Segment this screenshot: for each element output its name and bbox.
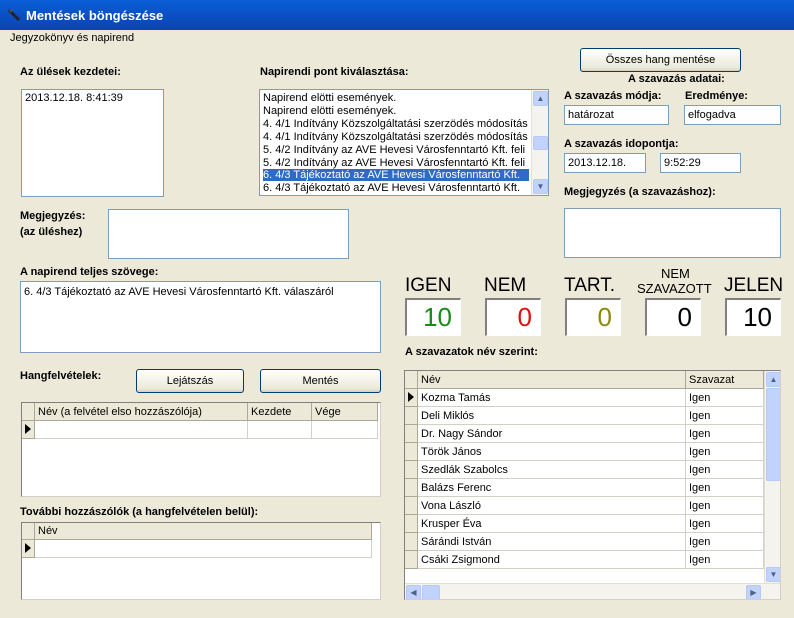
- no-label: NEM: [484, 275, 527, 296]
- vote-time-label: A szavazás idopontja:: [564, 138, 679, 150]
- votes-grid[interactable]: [404, 370, 781, 600]
- voter-name-cell[interactable]: Szedlák Szabolcs: [418, 461, 686, 479]
- row-indicator[interactable]: [405, 551, 418, 569]
- vote-value-cell[interactable]: Igen: [686, 407, 764, 425]
- row-indicator[interactable]: [22, 421, 35, 439]
- vote-value-cell[interactable]: Igen: [686, 443, 764, 461]
- scroll-left-icon[interactable]: ◀: [406, 585, 421, 600]
- agenda-scrollbar[interactable]: [531, 90, 548, 195]
- agenda-text-label: A napirend teljes szövege:: [20, 266, 159, 278]
- agenda-text-value: 6. 4/3 Tájékoztató az AVE Hevesi Városfenntartó Kft. válaszáról: [24, 286, 334, 298]
- vote-time-field[interactable]: 9:52:29: [660, 153, 741, 173]
- row-indicator[interactable]: [405, 461, 418, 479]
- col-header-name[interactable]: Név: [418, 371, 686, 389]
- agenda-item[interactable]: 4. 4/1 Indítvány Közszolgáltatási szerzödés módosítás: [263, 117, 528, 130]
- row-indicator[interactable]: [22, 540, 35, 558]
- not-voted-count: 0: [645, 298, 701, 336]
- vote-value-cell[interactable]: Igen: [686, 389, 764, 407]
- session-item[interactable]: 2013.12.18. 8:41:39: [25, 92, 123, 104]
- sessions-label: Az ülések kezdetei:: [20, 66, 121, 78]
- play-button[interactable]: Lejátszás: [136, 369, 244, 393]
- row-indicator[interactable]: [405, 515, 418, 533]
- col-header-recording-name[interactable]: Név (a felvétel elso hozzászólója): [35, 403, 248, 421]
- scroll-thumb[interactable]: [533, 136, 548, 150]
- vote-value-cell[interactable]: Igen: [686, 479, 764, 497]
- session-comment-label: Megjegyzés:: [20, 210, 86, 222]
- vote-result-field[interactable]: elfogadva: [684, 105, 781, 125]
- vote-data-heading: A szavazás adatai:: [628, 73, 725, 85]
- agenda-text-field[interactable]: [20, 281, 381, 353]
- agenda-list[interactable]: [259, 89, 549, 196]
- vote-value-cell[interactable]: Igen: [686, 425, 764, 443]
- scroll-down-icon[interactable]: ▼: [766, 567, 781, 582]
- no-count: 0: [485, 298, 541, 336]
- vote-value-cell[interactable]: Igen: [686, 461, 764, 479]
- scroll-up-icon[interactable]: ▲: [766, 372, 781, 387]
- col-header-speaker-name[interactable]: Név: [35, 523, 372, 540]
- scroll-thumb[interactable]: [766, 388, 781, 481]
- row-indicator[interactable]: [405, 389, 418, 407]
- title-bar: [0, 0, 794, 30]
- vote-value-cell[interactable]: Igen: [686, 497, 764, 515]
- voter-name-cell[interactable]: Dr. Nagy Sándor: [418, 425, 686, 443]
- agenda-label: Napirendi pont kiválasztása:: [260, 66, 409, 78]
- voter-name-cell[interactable]: Krusper Éva: [418, 515, 686, 533]
- window-title: Mentések böngészése: [26, 8, 164, 23]
- session-comment-field[interactable]: [108, 209, 349, 259]
- agenda-item[interactable]: 6. 4/3 Tájékoztató az AVE Hevesi Városfenntartó Kft.: [263, 169, 529, 181]
- grid-cell[interactable]: [35, 421, 248, 439]
- scroll-down-icon[interactable]: ▼: [533, 179, 548, 194]
- voter-name-cell[interactable]: Török János: [418, 443, 686, 461]
- abstain-count: 0: [565, 298, 621, 336]
- session-comment-sublabel: (az üléshez): [20, 226, 83, 238]
- speakers-grid[interactable]: [21, 522, 381, 600]
- agenda-item[interactable]: 5. 4/2 Indítvány az AVE Hevesi Városfenntartó Kft. feli: [263, 156, 526, 169]
- row-indicator[interactable]: [405, 533, 418, 551]
- vote-date-field[interactable]: 2013.12.18.: [564, 153, 646, 173]
- grid-cell[interactable]: [35, 540, 372, 558]
- voter-name-cell[interactable]: Vona László: [418, 497, 686, 515]
- vote-mode-label: A szavazás módja:: [564, 90, 662, 102]
- voter-name-cell[interactable]: Deli Miklós: [418, 407, 686, 425]
- not-voted-label-line2: SZAVAZOTT: [637, 281, 712, 296]
- grid-corner: [22, 523, 35, 540]
- current-row-arrow-icon: [405, 389, 417, 405]
- vote-mode-field[interactable]: határozat: [564, 105, 669, 125]
- vote-value-cell[interactable]: Igen: [686, 515, 764, 533]
- abstain-label: TART.: [564, 275, 616, 296]
- votes-vscrollbar[interactable]: [764, 371, 781, 583]
- present-count: 10: [725, 298, 781, 336]
- menu-item-minutes[interactable]: Jegyzokönyv és napirend: [10, 32, 135, 44]
- agenda-item[interactable]: 5. 4/2 Indítvány az AVE Hevesi Városfenntartó Kft. feli: [263, 143, 526, 156]
- col-header-end[interactable]: Vége: [312, 403, 378, 421]
- votes-hscrollbar[interactable]: [405, 583, 781, 600]
- vote-value-cell[interactable]: Igen: [686, 551, 764, 569]
- app-icon: [7, 8, 21, 22]
- sessions-list[interactable]: [21, 89, 164, 197]
- grid-cell[interactable]: [248, 421, 312, 439]
- speakers-label: További hozzászólók (a hangfelvételen belül):: [20, 506, 259, 518]
- recordings-grid[interactable]: [21, 402, 381, 497]
- not-voted-label-line1: NEM: [661, 266, 690, 281]
- save-recording-button[interactable]: Mentés: [260, 369, 381, 393]
- scroll-up-icon[interactable]: ▲: [533, 91, 548, 106]
- col-header-start[interactable]: Kezdete: [248, 403, 312, 421]
- agenda-item[interactable]: 6. 4/3 Tájékoztató az AVE Hevesi Városfenntartó Kft.: [263, 182, 521, 195]
- agenda-item[interactable]: 4. 4/1 Indítvány Közszolgáltatási szerzödés módosítás: [263, 130, 528, 143]
- grid-cell[interactable]: [312, 421, 378, 439]
- grid-corner: [405, 371, 418, 389]
- vote-result-label: Eredménye:: [685, 90, 748, 102]
- vote-value-cell[interactable]: Igen: [686, 533, 764, 551]
- agenda-item[interactable]: Napirend elötti események.: [263, 92, 397, 104]
- row-indicator[interactable]: [405, 497, 418, 515]
- vote-comment-field[interactable]: [564, 208, 781, 258]
- save-all-audio-button[interactable]: Összes hang mentése: [580, 48, 741, 72]
- row-indicator[interactable]: [405, 443, 418, 461]
- grid-corner: [22, 403, 35, 421]
- row-indicator[interactable]: [405, 479, 418, 497]
- scroll-thumb[interactable]: [422, 585, 440, 600]
- row-indicator[interactable]: [405, 407, 418, 425]
- votes-by-name-label: A szavazatok név szerint:: [405, 346, 538, 358]
- agenda-item[interactable]: Napirend elötti események.: [263, 104, 397, 117]
- scroll-right-icon[interactable]: ▶: [746, 585, 761, 600]
- yes-label: IGEN: [405, 275, 452, 296]
- recordings-label: Hangfelvételek:: [20, 370, 102, 382]
- current-row-arrow-icon: [22, 540, 34, 556]
- voter-name-cell[interactable]: Kozma Tamás: [418, 389, 686, 407]
- menu-bar: [0, 30, 794, 48]
- vote-comment-label: Megjegyzés (a szavazáshoz):: [564, 186, 716, 198]
- voter-name-cell[interactable]: Sárándi István: [418, 533, 686, 551]
- col-header-vote[interactable]: Szavazat: [686, 371, 764, 389]
- yes-count: 10: [405, 298, 461, 336]
- present-label: JELEN: [724, 275, 784, 296]
- row-indicator[interactable]: [405, 425, 418, 443]
- current-row-arrow-icon: [22, 421, 34, 437]
- voter-name-cell[interactable]: Csáki Zsigmond: [418, 551, 686, 569]
- voter-name-cell[interactable]: Balázs Ferenc: [418, 479, 686, 497]
